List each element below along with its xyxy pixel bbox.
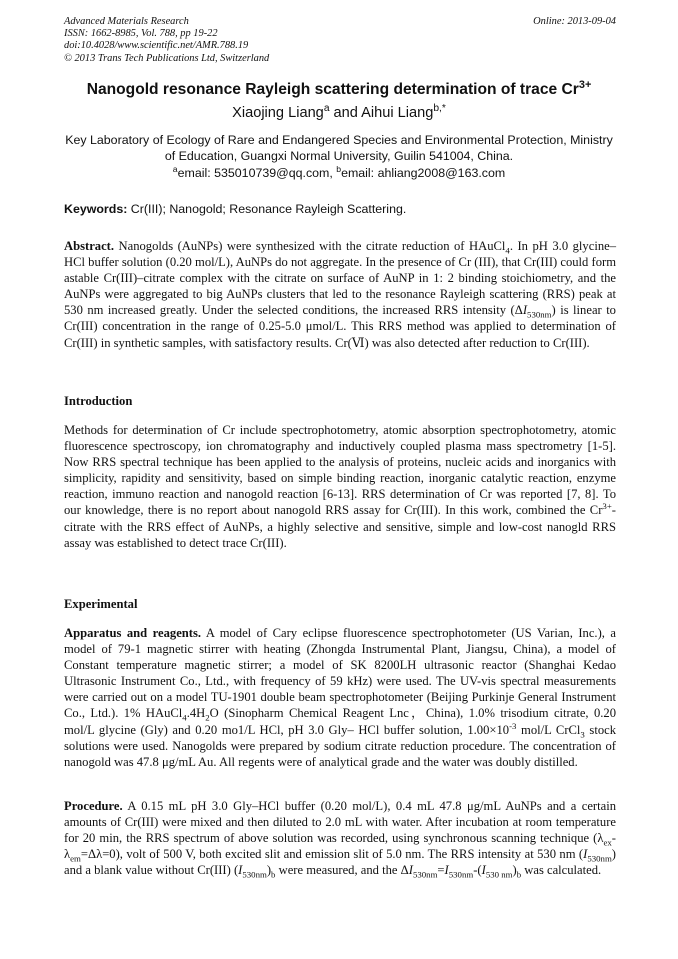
intro-paragraph xyxy=(64,422,616,551)
apparatus-text-2: .4H xyxy=(186,706,206,721)
abstract-sub-4: 4 xyxy=(505,245,510,256)
procedure-italic-4: I xyxy=(444,863,449,878)
apparatus-paragraph xyxy=(64,625,616,770)
email-b: email: ahliang2008@163.com xyxy=(341,166,506,180)
procedure-sub-ex: ex xyxy=(603,837,612,848)
online-date: Online: 2013-09-04 xyxy=(533,16,616,27)
abstract-italic-i: I xyxy=(522,303,528,318)
procedure-sub-4: 530nm xyxy=(448,869,474,880)
title-text: Nanogold resonance Rayleigh scattering determination of trace Cr xyxy=(86,81,579,98)
apparatus-label: Apparatus and reagents. xyxy=(64,626,202,640)
doi-line: doi:10.4028/www.scientific.net/AMR.788.19 xyxy=(64,40,249,52)
abstract-sub-530: 530nm xyxy=(527,309,552,320)
copyright-line: © 2013 Trans Tech Publications Ltd, Switzerland xyxy=(64,52,270,64)
abstract-paragraph xyxy=(64,238,616,351)
apparatus-text-3: O (Sinopharm Chemical Reagent Lnc，China), 1.0% trisodium citrate, 0.20 mol/L glycine (Gly) and 0.20 mo1/L HCl, pH 3.0 Gly– HCl buffer solution, 1.00×10 xyxy=(64,706,616,737)
email-line xyxy=(40,163,638,181)
procedure-text-8: -( xyxy=(473,863,482,878)
procedure-italic-3: I xyxy=(408,863,413,878)
intro-heading: Introduction xyxy=(64,394,133,408)
author-list xyxy=(40,105,638,122)
experimental-heading: Experimental xyxy=(64,597,138,611)
affiliation-line-1: Key Laboratory of Ecology of Rare and Endangered Species and Environmental Protection, Ministry xyxy=(65,133,613,147)
issn-line: ISSN: 1662-8985, Vol. 788, pp 19-22 xyxy=(64,28,218,40)
procedure-sub-b: b xyxy=(271,869,276,880)
procedure-text-6: were measured, and the Δ xyxy=(275,863,409,878)
journal-name: Advanced Materials Research xyxy=(64,16,189,27)
keywords-label: Keywords: xyxy=(64,202,128,216)
abstract-text-2: . In pH 3.0 glycine–HCl buffer solution (0.20 mol/L), AuNPs do not aggregate. In the presence of Cr (III), that Cr(III) could form astable Cr(III)–citrate complex with the citrate on surface of AuNP in 1: 2 binding stoichiometry, and the AuNPs were aggregated to big AuNPs clusters that led to the resonance Rayleigh scattering (RRS) peak at 530 nm increased greatly. Under the selected conditions, the increased RRS intensity (Δ xyxy=(64,239,617,318)
intro-text-2: -citrate with the RRS effect of AuNPs, a highly selective and sensitive, simple and low-cost nanogld RRS assay was established to detect trace Cr(III). xyxy=(64,503,616,550)
email-mark-a: a xyxy=(172,163,178,174)
apparatus-text-1: A model of Cary eclipse fluorescence spectrophotometer (US Varian, Inc.), a model of 79-1 magnetic stirrer with heating (Zhongda Instrumental Plant, Jiangsu, China), a model of Constant temperature magnetic stirrer; a model of SK 8200LH ultrasonic reactor (Shanghai Kedao Ultrasonic Instrument Co., Ltd., with frequency of 59 kHz) were used. The UV-vis spectral measurements were carried out on a model TU-1901 double beam spectrophotometer (Beijing Purkinje General Instrument Co., Ltd.). 1% HAuCl xyxy=(64,626,616,721)
title-superscript: 3+ xyxy=(578,78,592,91)
keywords xyxy=(64,202,616,217)
running-header xyxy=(64,16,616,65)
procedure-text-5: ) xyxy=(266,863,272,878)
apparatus-sub-3: 3 xyxy=(580,729,585,740)
apparatus-text-5: stock solutions were used. Nanogolds were prepared by sodium citrate reduction procedure. The concentration of nanogold was 47.8 μg/mL Au. All regents were of analytical grade and the water was doubly distilled. xyxy=(64,722,616,769)
procedure-text-9: ) xyxy=(512,863,517,878)
affiliation-line-2: of Education, Guangxi Normal University, Guilin 541004, China. xyxy=(164,148,514,163)
keywords-text: Cr(III); Nanogold; Resonance Rayleigh Scattering. xyxy=(127,202,407,216)
abstract-label: Abstract. xyxy=(64,239,115,253)
intro-sup-3: 3+ xyxy=(602,501,612,512)
procedure-sub-2: 530nm xyxy=(242,869,267,880)
email-a: email: 535010739@qq.com, xyxy=(177,166,337,180)
author-1: Xiaojing Liang xyxy=(232,105,324,121)
author-separator: and xyxy=(329,105,362,121)
procedure-sub-em: em xyxy=(70,853,81,864)
apparatus-text-4: mol/L CrCl xyxy=(516,722,581,737)
procedure-sub-b2: b xyxy=(516,869,522,880)
author-2-mark: b,* xyxy=(433,103,446,115)
procedure-italic-1: I xyxy=(583,847,588,862)
procedure-text-4: ) and a blank value without Cr(III) ( xyxy=(64,847,616,878)
procedure-italic-5: I xyxy=(481,863,486,878)
author-2: Aihui Liang xyxy=(361,105,434,121)
procedure-text-2: -λ xyxy=(64,831,616,862)
apparatus-sup: -3 xyxy=(509,720,517,731)
affiliation xyxy=(56,133,622,164)
author-1-mark: a xyxy=(323,103,330,115)
procedure-sub-3: 530nm xyxy=(412,869,438,880)
apparatus-sub-1: 4 xyxy=(182,712,187,723)
procedure-text-1: A 0.15 mL pH 3.0 Gly–HCl buffer (0.20 mol/L), 0.4 mL 47.8 μg/mL AuNPs and a certain amounts of Cr(III) were mixed and then diluted to 2.0 mL with water. After incubation at room temperature for 20 min, the RRS spectrum of above solution was recorded, using synchronous scanning technique (λ xyxy=(64,799,616,846)
procedure-sub-1: 530nm xyxy=(587,853,612,864)
email-mark-b: b xyxy=(336,163,342,174)
procedure-text-10: was calculated. xyxy=(521,863,602,878)
procedure-text-7: = xyxy=(437,863,445,878)
apparatus-sub-2: 2 xyxy=(205,712,210,723)
paper-title xyxy=(40,78,638,99)
procedure-text-3: =Δλ=0), volt of 500 V, both excited slit and emission slit of 5.0 nm. The RRS intensity at 530 nm ( xyxy=(80,847,584,862)
procedure-sub-5: 530 nm xyxy=(485,869,513,880)
abstract-text-3: ) is linear to Cr(III) concentration in the range of 0.25-5.0 μmol/L. This RRS method was applied to determination of Cr(III) in synthetic samples, with satisfactory results. Cr(Ⅵ) was also detected after reduction to Cr(III). xyxy=(64,303,616,350)
intro-text-1: Methods for determination of Cr include spectrophotometry, atomic absorption spectrophotometry, atomic fluorescence spectroscopy, ion chromatography and inductively coupled plasma mass spectrometry [1-5]. Now RRS spectral technique has been applied to the analysis of proteins, nucleic acids and inorganics with simplicity, rapidity and sensitivity, based on simple binding reaction, inorganic catalytic reaction, enzyme reaction, immuno reaction and nanogold reaction [6-13]. RRS determination of Cr was reported [7, 8]. To our knowledge, there is no report about nanogold RRS assay for Cr(III). In this work, combined the Cr xyxy=(64,423,616,518)
procedure-italic-2: I xyxy=(238,863,243,878)
procedure-label: Procedure. xyxy=(64,799,123,813)
abstract-text-1: Nanogolds (AuNPs) were synthesized with the citrate reduction of HAuCl xyxy=(114,239,506,253)
procedure-paragraph xyxy=(64,798,616,878)
